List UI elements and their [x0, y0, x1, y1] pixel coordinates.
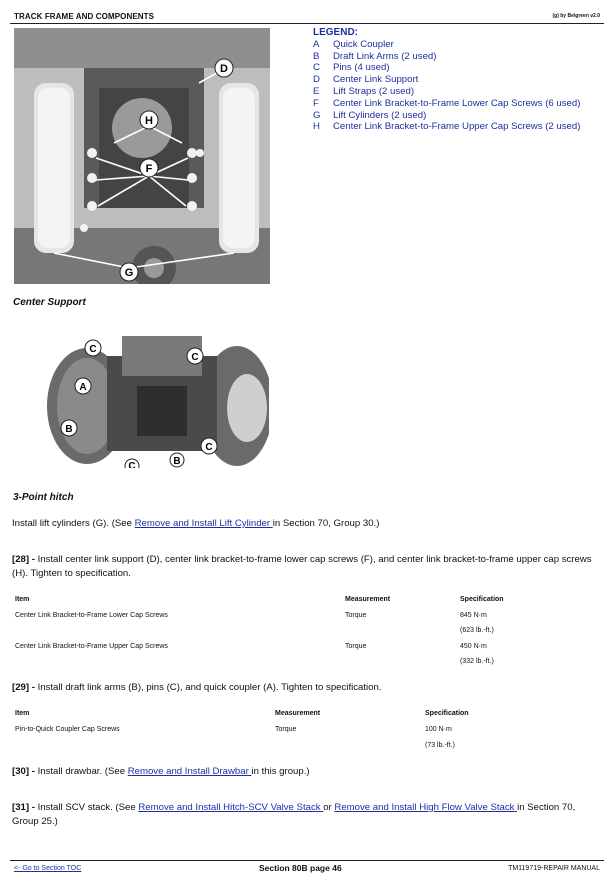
col-item: Item: [15, 596, 30, 603]
col-spec: Specification: [425, 710, 469, 717]
table-row-item: Center Link Bracket-to-Frame Lower Cap Screws: [15, 612, 168, 619]
legend-item: D Center Link Support: [313, 74, 419, 86]
hitch-scv-valve-link[interactable]: Remove and Install Hitch-SCV Valve Stack: [138, 802, 324, 813]
step-30: [30] - Install drawbar. (See Remove and Install Drawbar in this group.): [12, 766, 310, 777]
callout-c: C: [128, 461, 136, 468]
drawbar-link[interactable]: Remove and Install Drawbar: [127, 766, 252, 777]
manual-id: TM119719-REPAIR MANUAL: [508, 865, 600, 872]
header-divider: [10, 23, 604, 24]
col-spec: Specification: [460, 596, 504, 603]
table-row-measurement: Torque: [275, 726, 297, 733]
callout-a: A: [79, 382, 87, 393]
step-29: [29] - Install draft link arms (B), pins (C), and quick coupler (A). Tighten to specification.: [12, 682, 382, 693]
table-row-spec-imperial: (623 lb.-ft.): [460, 627, 494, 634]
callout-c: C: [191, 352, 199, 363]
col-measurement: Measurement: [345, 596, 391, 603]
col-measurement: Measurement: [275, 710, 321, 717]
three-point-title: 3-Point hitch: [13, 492, 74, 503]
legend-item: H Center Link Bracket-to-Frame Upper Cap Screws (2 used): [313, 121, 581, 133]
callout-c: C: [205, 442, 213, 453]
table-row-measurement: Torque: [345, 643, 367, 650]
step-28: [28] - Install center link support (D), center link bracket-to-frame lower cap screws (F), and center link bracket-to-frame upper cap screws (H). Tighten to specification.: [12, 554, 592, 579]
callout-h: H: [145, 115, 153, 127]
callout-f: F: [145, 163, 153, 175]
table-row-spec-imperial: (73 lb.-ft.): [425, 742, 455, 749]
center-support-photo: [47, 326, 269, 468]
table-row-spec: 100 N·m: [425, 726, 452, 733]
legend-item: E Lift Straps (2 used): [313, 85, 415, 97]
callout-d: D: [220, 63, 228, 75]
lift-cylinder-link[interactable]: Remove and Install Lift Cylinder: [134, 518, 273, 529]
legend-item: G Lift Cylinders (2 used): [313, 109, 427, 121]
page-number: Section 80B page 46: [259, 863, 342, 873]
legend-item: A Quick Coupler: [313, 38, 394, 50]
footer-divider: [10, 860, 604, 861]
hitch-photo: [14, 28, 270, 284]
table-row-item: Pin-to-Quick Coupler Cap Screws: [15, 726, 120, 733]
legend-item: B Draft Link Arms (2 used): [313, 50, 437, 62]
callout-b: B: [173, 456, 181, 467]
three-point-intro: Install lift cylinders (G). (See Remove and Install Lift Cylinder in Section 70, Group 30.): [12, 518, 380, 529]
center-support-title: Center Support: [13, 297, 86, 308]
col-item: Item: [15, 710, 30, 717]
table-row-spec-imperial: (332 lb.-ft.): [460, 658, 494, 665]
hitch-photo-illustration: [14, 28, 270, 284]
callout-b: B: [65, 424, 73, 435]
table-row-spec: 450 N·m: [460, 643, 487, 650]
table-row-item: Center Link Bracket-to-Frame Upper Cap Screws: [15, 643, 168, 650]
step-31: [31] - Install SCV stack. (See Remove and Install Hitch-SCV Valve Stack or Remove and Install High Flow Valve Stack in Section 70, Group 25.): [12, 802, 576, 827]
section-toc-link[interactable]: <- Go to Section TOC: [14, 865, 82, 872]
center-support-illustration: [47, 326, 269, 468]
legend-item: C Pins (4 used): [313, 62, 390, 74]
callout-g: G: [124, 267, 134, 279]
high-flow-valve-link[interactable]: Remove and Install High Flow Valve Stack: [334, 802, 518, 813]
table-row-measurement: Torque: [345, 612, 367, 619]
callout-c: C: [89, 344, 97, 355]
legend: [313, 27, 603, 133]
header-title: TRACK FRAME AND COMPONENTS: [14, 12, 155, 21]
legend-title: LEGEND:: [313, 27, 358, 38]
watermark: (g) by Belgreen v2.0: [552, 13, 600, 19]
legend-item: F Center Link Bracket-to-Frame Lower Cap Screws (6 used): [313, 97, 581, 109]
table-row-spec: 845 N·m: [460, 612, 487, 619]
